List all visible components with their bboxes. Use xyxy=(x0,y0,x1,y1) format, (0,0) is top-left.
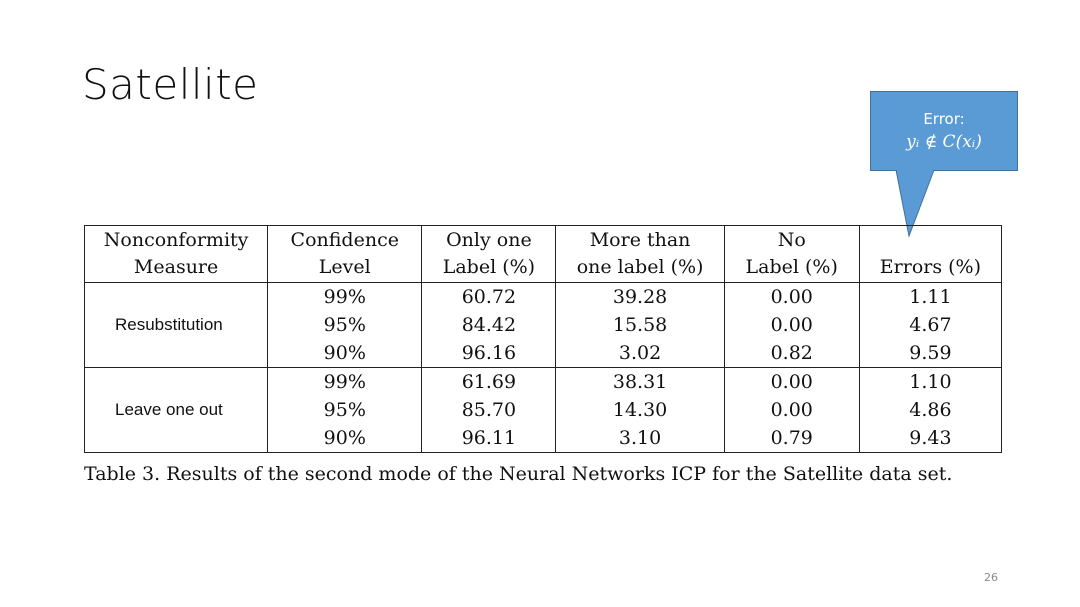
only-one-cell: 96.16 xyxy=(422,339,556,368)
no-label-cell: 0.79 xyxy=(724,424,859,453)
more-than-one-cell: 3.02 xyxy=(556,339,724,368)
no-label-cell: 0.00 xyxy=(724,283,859,312)
table-row xyxy=(85,283,1002,312)
no-label-cell: 0.00 xyxy=(724,396,859,424)
errors-cell: 9.59 xyxy=(859,339,1001,368)
header-more-than-one-label: More than one label (%) xyxy=(556,226,724,283)
only-one-cell: 85.70 xyxy=(422,396,556,424)
only-one-cell: 84.42 xyxy=(422,311,556,339)
only-one-cell: 61.69 xyxy=(422,368,556,397)
errors-cell: 1.11 xyxy=(859,283,1001,312)
header-errors: Errors (%) xyxy=(859,226,1001,283)
measure-cell: Leave one out xyxy=(85,368,268,453)
header-only-one-label: Only one Label (%) xyxy=(422,226,556,283)
confidence-cell: 90% xyxy=(268,339,422,368)
confidence-cell: 90% xyxy=(268,424,422,453)
confidence-cell: 99% xyxy=(268,368,422,397)
no-label-cell: 0.00 xyxy=(724,368,859,397)
errors-cell: 9.43 xyxy=(859,424,1001,453)
more-than-one-cell: 15.58 xyxy=(556,311,724,339)
header-confidence-level: Confidence Level xyxy=(268,226,422,283)
no-label-cell: 0.00 xyxy=(724,311,859,339)
callout-formula: yᵢ ∉ C(xᵢ) xyxy=(906,132,982,152)
table-caption: Table 3. Results of the second mode of the Neural Networks ICP for the Satellite data set. xyxy=(84,463,953,485)
callout-title: Error: xyxy=(923,110,965,128)
table-row xyxy=(85,368,1002,397)
measure-cell: Resubstitution xyxy=(85,283,268,368)
table-header-row xyxy=(85,226,1002,283)
slide-title: Satellite xyxy=(82,60,259,109)
page-number: 26 xyxy=(984,571,998,584)
results-table xyxy=(84,225,1002,453)
confidence-cell: 95% xyxy=(268,311,422,339)
header-no-label: No Label (%) xyxy=(724,226,859,283)
confidence-cell: 95% xyxy=(268,396,422,424)
more-than-one-cell: 3.10 xyxy=(556,424,724,453)
errors-cell: 4.86 xyxy=(859,396,1001,424)
errors-cell: 4.67 xyxy=(859,311,1001,339)
more-than-one-cell: 14.30 xyxy=(556,396,724,424)
error-callout xyxy=(870,91,1018,171)
more-than-one-cell: 39.28 xyxy=(556,283,724,312)
confidence-cell: 99% xyxy=(268,283,422,312)
only-one-cell: 96.11 xyxy=(422,424,556,453)
only-one-cell: 60.72 xyxy=(422,283,556,312)
header-nonconformity-measure: Nonconformity Measure xyxy=(85,226,268,283)
no-label-cell: 0.82 xyxy=(724,339,859,368)
more-than-one-cell: 38.31 xyxy=(556,368,724,397)
errors-cell: 1.10 xyxy=(859,368,1001,397)
